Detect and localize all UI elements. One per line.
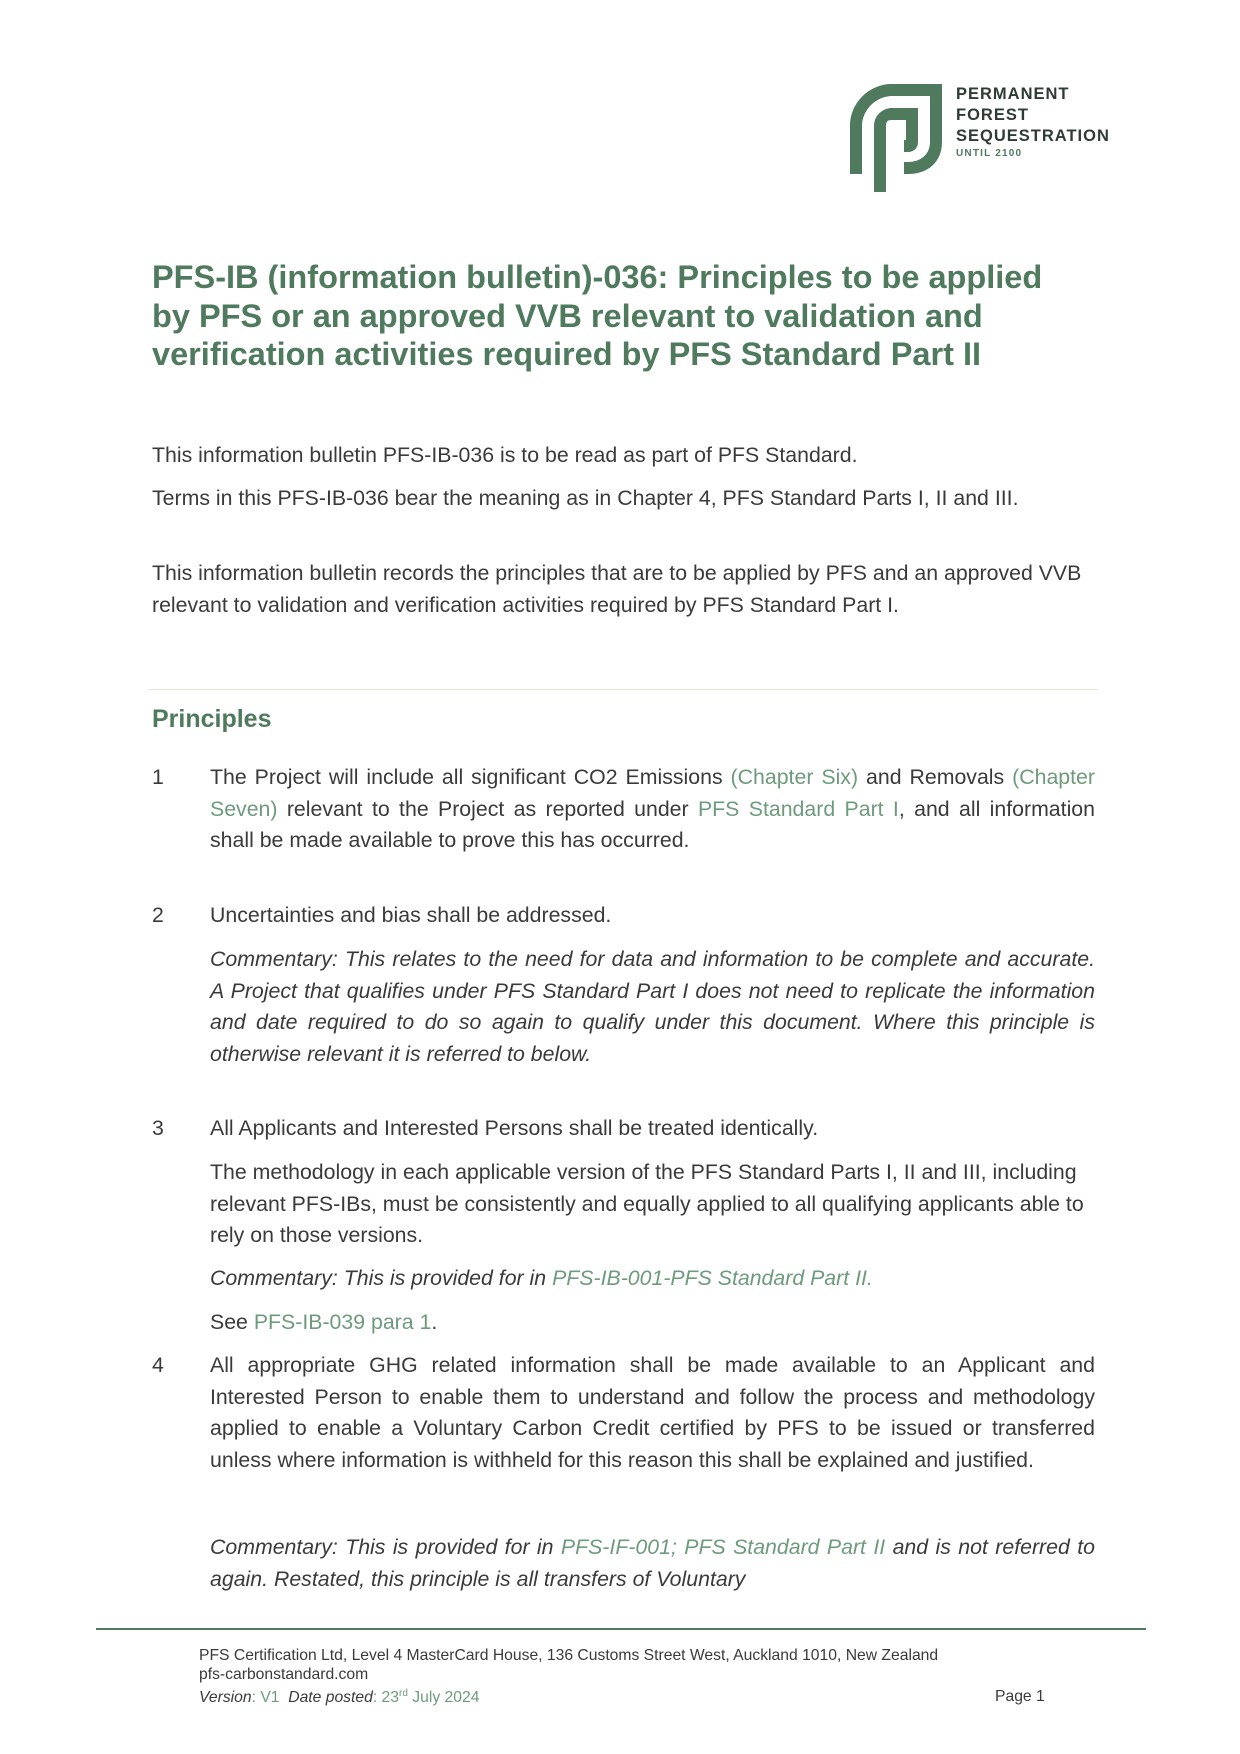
link-chapter-six[interactable]: (Chapter Six) (730, 765, 859, 789)
principle-2-commentary: Commentary: This relates to the need for data and information to be complete and accurate. A Project that qualifies under PFS Standard Part I does not need to replicate the information and date required to do so again to qualify under this document. Where this principle is otherwise relevant it is referred to below. (210, 947, 1095, 1066)
pfs-leaf-logo-icon (850, 84, 942, 192)
section-heading: Principles (152, 705, 272, 733)
link-pfs-standard-part-i[interactable]: PFS Standard Part I (697, 796, 899, 821)
principle-2: Uncertainties and bias shall be addressed. (210, 903, 612, 927)
principle-1-text-a: The Project will include all significant CO2 Emissions (210, 765, 731, 789)
link-pfs-ib-039[interactable]: PFS-IB-039 para 1 (253, 1310, 432, 1334)
principle-3: All Applicants and Interested Persons shall be treated identically. (210, 1116, 819, 1140)
logo-line-2: FOREST (956, 106, 1029, 124)
logo-line-4: UNTIL 2100 (956, 148, 1023, 159)
item-number-3: 3 (152, 1116, 164, 1140)
intro-paragraph-1: This information bulletin PFS-IB-036 is to be read as part of PFS Standard. (152, 443, 858, 467)
item-number-4: 4 (152, 1353, 164, 1377)
logo-wordmark (956, 84, 1110, 161)
pfs-logo (850, 84, 1130, 196)
footer-rule (96, 1628, 1146, 1630)
principle-4-commentary (210, 1532, 1095, 1595)
see-label: See (210, 1310, 254, 1334)
footer-website-link[interactable]: pfs-carbonstandard.com (199, 1666, 369, 1683)
see-end: . (431, 1310, 438, 1334)
footer-address: PFS Certification Ltd, Level 4 MasterCard House, 136 Customs Street West, Auckland 1010, New Zealand (199, 1647, 939, 1664)
principle-4-commentary-text-b: and is not referred to again. Restated, this principle is all transfers of Voluntary (210, 1535, 1095, 1591)
principle-3-commentary-text: Commentary: This is provided for in (210, 1266, 553, 1290)
principle-1-text-c: relevant to the Project as reported under (277, 796, 698, 821)
date-day: : 23 (372, 1689, 400, 1707)
page-number: Page 1 (995, 1688, 1045, 1705)
intro-paragraph-2: Terms in this PFS-IB-036 bear the meaning as in Chapter 4, PFS Standard Parts I, II and III. (152, 486, 1019, 510)
principle-1 (210, 762, 1095, 857)
footer-version-date (199, 1684, 479, 1708)
link-pfs-ib-001[interactable]: PFS-IB-001-PFS Standard Part II. (552, 1266, 873, 1290)
link-pfs-if-001[interactable]: PFS-IF-001; PFS Standard Part II (560, 1535, 886, 1559)
version-label: Version (199, 1689, 252, 1707)
principle-1-text-b: and Removals (858, 765, 1013, 789)
section-divider (148, 689, 1098, 690)
link-chapter-seven[interactable]: (Chapter Seven) (210, 765, 1095, 821)
principle-1-text-d: , and all information shall be made available to prove this has occurred. (210, 796, 1095, 852)
date-rest: July 2024 (407, 1689, 480, 1707)
date-suffix: rd (399, 1688, 408, 1699)
item-number-2: 2 (152, 903, 164, 927)
principle-3-commentary (210, 1263, 1095, 1295)
intro-paragraph-3: This information bulletin records the principles that are to be applied by PFS and an approved VVB relevant to validation and verification activities required by PFS Standard Part I. (152, 561, 1082, 617)
version-value: : V1 (251, 1689, 280, 1707)
date-label: Date posted (288, 1689, 373, 1707)
principle-4: All appropriate GHG related information shall be made available to an Applicant and Interested Person to enable them to understand and follow the process and methodology applied to enable a Voluntary Carbon Credit certified by PFS to be issued or transferred unless where information is withheld for this reason this shall be explained and justified. (210, 1353, 1095, 1472)
principle-3-see (210, 1307, 1095, 1339)
item-number-1: 1 (152, 765, 164, 789)
principle-3-methodology: The methodology in each applicable version of the PFS Standard Parts I, II and III, including relevant PFS-IBs, must be consistently and equally applied to all qualifying applicants able to rely on those versions. (210, 1160, 1084, 1247)
principle-4-commentary-text-a: Commentary: This is provided for in (210, 1535, 561, 1559)
document-title: PFS-IB (information bulletin)-036: Principles to be applied by PFS or an approved VVB relevant to validation and verification activities required by PFS Standard Part II (152, 259, 1043, 372)
logo-line-3: SEQUESTRATION (956, 127, 1110, 145)
logo-line-1: PERMANENT (956, 85, 1070, 103)
